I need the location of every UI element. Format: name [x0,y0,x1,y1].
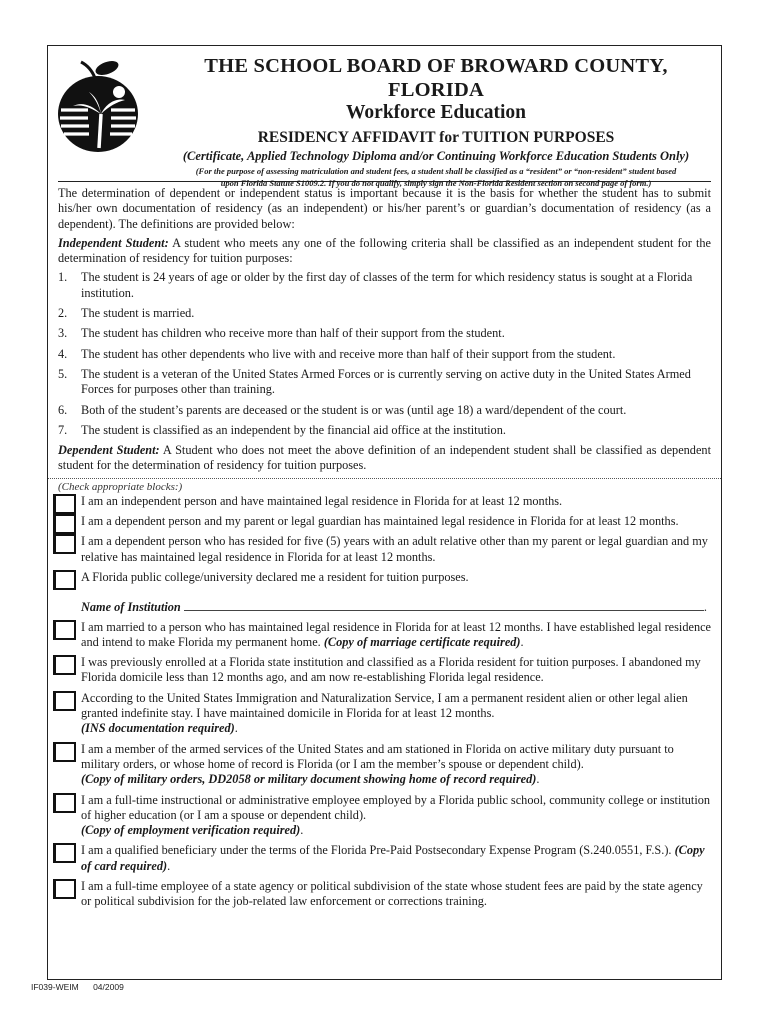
residency-option-text: I am a qualified beneficiary under the terms of the Florida Pre-Paid Postsecondary Expense Program (S.240.0551, F.S.). [81,843,675,858]
residency-option [58,514,711,529]
criteria-number: 7. [58,422,68,437]
residency-checkbox[interactable] [53,793,76,813]
header-note-line-1: (For the purpose of assessing matriculation and student fees, a student shall be classified as a “resident” or “non-resident” student based [195,166,677,176]
option-text-end: . [234,721,238,736]
institution-name-input[interactable] [184,599,704,611]
residency-checkbox[interactable] [53,570,76,590]
dependent-definition [58,443,711,474]
criteria-text: The student is 24 years of age or older by the first day of classes of the term for which residency status is sought at a Florida institution. [81,270,693,300]
criteria-number: 5. [58,366,68,381]
institution-line-end: . [703,600,707,615]
dependent-label: Dependent Student: [58,443,160,458]
required-document-note: (Copy of marriage certificate required) [323,634,521,649]
option-text-end: . [536,772,540,787]
criteria-number: 1. [58,270,68,285]
residency-checkbox[interactable] [53,879,76,899]
department-name: Workforce Education [345,102,526,123]
check-instructions: (Check appropriate blocks:) [58,480,183,493]
criteria-text: The student has children who receive more than half of their support from the student. [81,326,505,341]
header-text [156,54,716,189]
residency-option-text: I am an independent person and have maintained legal residence in Florida for at least 12 months. [81,493,563,508]
residency-option [58,742,711,788]
option-text-end: . [167,858,171,873]
residency-checkbox[interactable] [53,843,76,863]
residency-option-text: I am a dependent person who has resided for five (5) years with an adult relative other than my parent or legal guardian and my relative has maintained legal residence in Florida for at least 12 months. [81,534,708,564]
residency-option [58,534,711,565]
residency-checkbox[interactable] [53,691,76,711]
criteria-item [58,347,711,362]
form-page [47,45,722,980]
residency-options-group-a [58,494,711,585]
form-title: RESIDENCY AFFIDAVIT for TUITION PURPOSES [257,129,615,146]
residency-option-text: I am married to a person who has maintained legal residence in Florida for at least 12 months. I have established legal residence and intend to make Florida my permanent home. [81,619,712,649]
required-document-note: (Copy of employment verification required) [81,823,301,838]
residency-checkbox[interactable] [53,655,76,675]
residency-option [58,570,711,585]
intro-paragraph: The determination of dependent or independent status is important because it is the basis for whether the student has to submit his/her own documentation of residency (as an independent) or his/her parent’s or guardian’s documentation of residency (as a dependent). The definitions are provided below: [58,186,711,231]
option-text-end: . [300,823,304,838]
residency-option-text: I was previously enrolled at a Florida state institution and classified as a Florida resident for tuition purposes. I abandoned my Florida domicile less than 12 months ago, and am now re-establishing Florida legal residence. [81,655,701,685]
criteria-item [58,306,711,321]
form-date: 04/2009 [93,982,124,992]
dependent-text: A Student who does not meet the above definition of an independent student shall be classified as dependent student for the determination of residency for tuition purposes. [58,443,711,473]
criteria-item [58,403,711,418]
dotted-divider [48,478,721,479]
residency-option-text: I am a dependent person and my parent or legal guardian has maintained legal residence in Florida for at least 12 months. [81,514,679,529]
criteria-number: 4. [58,346,68,361]
residency-option-text: I am a full-time instructional or administrative employee employed by a Florida public school, community college or institution of higher education (or I am a spouse or dependent child). [81,792,711,822]
criteria-text: The student is classified as an independent by the financial aid office at the institution. [81,422,506,437]
form-code: IF039-WEIM [31,982,79,992]
criteria-text: The student is married. [81,306,195,321]
residency-option [58,879,711,910]
criteria-number: 6. [58,402,68,417]
residency-option [58,793,711,839]
header-note-line-2: upon Florida Statute S1009.2. If you do not qualify, simply sign the Non-Florida Resident section on second page of form.) [220,178,652,188]
form-footer [31,982,136,992]
residency-option [58,620,711,651]
criteria-text: The student has other dependents who live with and receive more than half of their support from the student. [81,346,616,361]
residency-option [58,691,711,737]
criteria-item [58,423,711,438]
independent-criteria-list [58,270,711,438]
residency-checkbox[interactable] [53,494,76,514]
criteria-text: The student is a veteran of the United States Armed Forces or is currently serving on active duty in the United States Armed Forces for purposes other than training. [81,366,691,397]
criteria-item [58,367,711,398]
residency-checkbox[interactable] [53,534,76,554]
independent-definition [58,236,711,267]
criteria-text: Both of the student’s parents are deceased or the student is or was (until age 18) a ward/dependent of the court. [81,402,627,417]
option-text-end: . [520,634,524,649]
residency-option [58,655,711,686]
institution-field [58,599,711,615]
institution-label: Name of Institution [81,600,181,615]
residency-checkbox[interactable] [53,620,76,640]
required-document-note: (Copy of card required) [81,843,705,873]
required-document-note: (INS documentation required) [81,721,235,736]
residency-option [58,494,711,509]
independent-text: A student who meets any one of the following criteria shall be classified as an independent student for the determination of residency for tuition purposes: [58,235,711,266]
residency-options-group-b [58,620,711,910]
form-header [48,46,721,188]
independent-label: Independent Student: [58,235,169,250]
organization-name: THE SCHOOL BOARD OF BROWARD COUNTY, FLORIDA [204,55,668,101]
criteria-item [58,326,711,341]
criteria-item [58,270,711,301]
form-body [48,182,721,910]
form-subtitle: (Certificate, Applied Technology Diploma and/or Continuing Workforce Education Students Only) [182,149,690,163]
criteria-number: 3. [58,326,68,341]
residency-option-text: I am a member of the armed services of the United States and am stationed in Florida on active military duty pursuant to military orders, or whose home of record is Florida (or I am the member’s spouse or dependent child). [81,741,674,771]
residency-option-text: According to the United States Immigration and Naturalization Service, I am a permanent resident alien or other legal alien granted indefinite stay. I have maintained domicile in Florida for at least 12 months. [81,690,688,721]
residency-option [58,843,711,874]
school-board-logo-icon [55,58,141,154]
residency-checkbox[interactable] [53,514,76,534]
residency-checkbox[interactable] [53,742,76,762]
required-document-note: (Copy of military orders, DD2058 or military document showing home of record required) [81,772,537,787]
residency-option-text: A Florida public college/university declared me a resident for tuition purposes. [81,569,469,584]
residency-option-text: I am a full-time employee of a state agency or political subdivision of the state whose student fees are paid by the state agency or political subdivision for the job-related law enforcement or corrections training. [81,878,703,909]
criteria-number: 2. [58,306,68,321]
